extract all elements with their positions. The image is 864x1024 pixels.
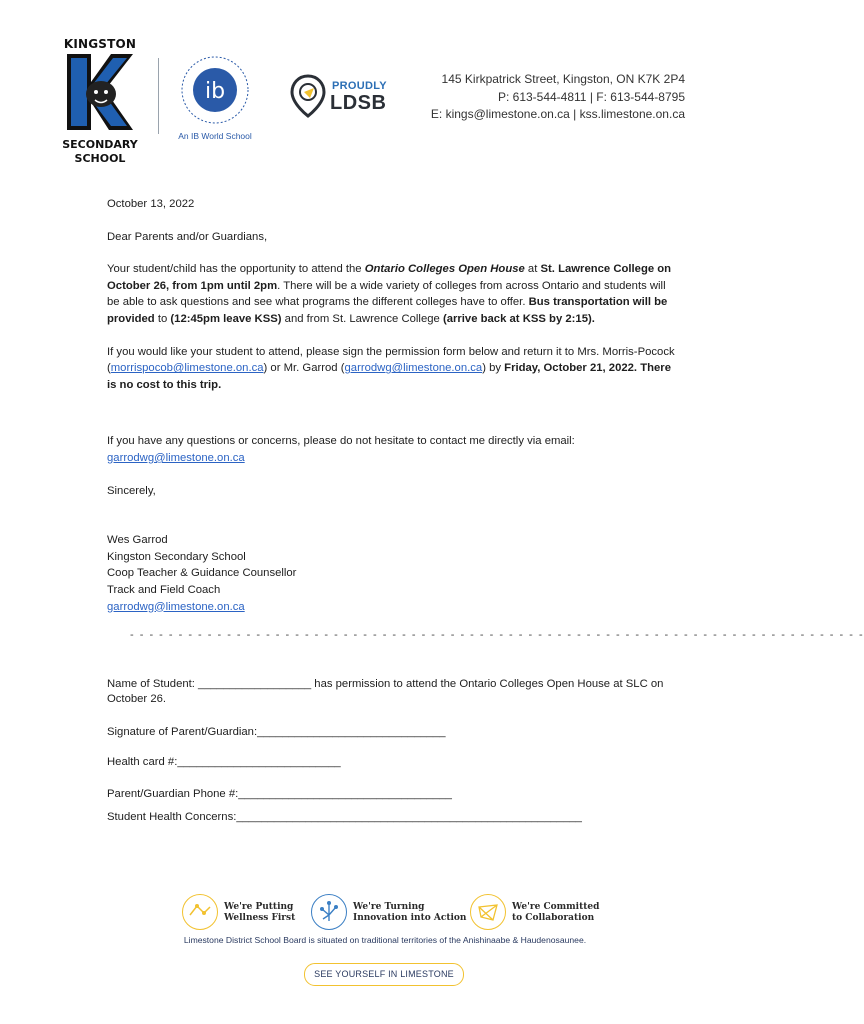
- header-divider: [158, 58, 159, 134]
- arrive-time: (arrive back at KSS by 2:15).: [442, 312, 595, 325]
- contact-email-line: [431, 106, 685, 124]
- leave-time: (12:45pm leave KSS): [170, 312, 282, 325]
- see-yourself-button[interactable]: SEE YOURSELF IN LIMESTONE: [304, 963, 464, 986]
- letter-body: [107, 196, 677, 615]
- letter-salutation: Dear Parents and/or Guardians,: [107, 230, 268, 243]
- proudly-ldsb-logo: [290, 74, 400, 120]
- contact-email: E: kings@limestone.on.ca |: [430, 107, 580, 121]
- parent-signature-field[interactable]: Signature of Parent/Guardian:______________________________: [107, 726, 446, 738]
- signature-title: Coop Teacher & Guidance Counsellor: [107, 567, 297, 580]
- ib-icon: [179, 54, 251, 126]
- student-name-row: Name of Student: __________________ has permission to attend the Ontario Colleges Open House at SLC on: [107, 678, 664, 690]
- email-link-morris-pocock[interactable]: morrispocob@limestone.on.ca: [110, 362, 264, 375]
- svg-text:ib: ib: [204, 79, 226, 104]
- letter-closing: Sincerely,: [107, 484, 156, 497]
- event-name: Ontario Colleges Open House: [364, 263, 525, 276]
- ib-world-school-logo: [170, 54, 260, 144]
- event-location-date: St. Lawrence College on October 26, from 1pm until 2pm: [107, 263, 672, 292]
- land-acknowledgement: Limestone District School Board is situated on traditional territories of the Anishinaabe & Haudenosaunee.: [183, 935, 587, 945]
- contact-phone: P: 613-544-4811 | F: 613-544-8795: [497, 89, 685, 104]
- kingston-secondary-logo: [62, 37, 138, 165]
- logo-bottom-text-1: SECONDARY: [62, 138, 138, 151]
- paragraph-questions: If you have any questions or concerns, please do not hesitate to contact me directly via email:: [107, 435, 575, 448]
- signature-school: Kingston Secondary School: [107, 550, 246, 563]
- parent-phone-field[interactable]: Parent/Guardian Phone #:__________________________________: [107, 788, 452, 800]
- wellness-icon: [182, 894, 218, 930]
- ldsb-proudly-text: PROUDLY: [332, 80, 387, 92]
- innovation-icon: [311, 894, 347, 930]
- paragraph-permission: If you would like your student to attend, please sign the permission form below and return it to Mrs. Morris-Pocock (morrispocob@limestone.on.ca) or Mr. Garrod (garrodwg@limestone.on.ca) by Friday, October 21, 2022. There is no cost to this trip.: [107, 345, 675, 391]
- student-name-field[interactable]: Name of Student: __________________: [107, 678, 312, 690]
- k-mascot-icon: [65, 52, 135, 132]
- ldsb-name-text: LDSB: [330, 92, 387, 114]
- logo-bottom-text-2: SCHOOL: [74, 152, 126, 165]
- cut-line: - - - - - - - - - - - - - - - - - - - - - - - - - - - - - - - - - - - - - - - - - - - - - - - - - - - - - - - - - - - - - - - - - - - - - - - - - - - -: [130, 629, 864, 641]
- school-contact-block: [431, 71, 685, 124]
- health-concerns-field[interactable]: Student Health Concerns:_______________________________________________________: [107, 811, 582, 823]
- health-card-field[interactable]: Health card #:__________________________: [107, 756, 341, 768]
- location-pin-icon: [290, 74, 326, 118]
- signature-email-link[interactable]: garrodwg@limestone.on.ca: [107, 600, 245, 613]
- paragraph-opportunity: Your student/child has the opportunity to attend the Ontario Colleges Open House at St. Lawrence College on October 26, from 1pm until 2pm. There will be a wide variety of colleges from across Ontario and students will be able to ask questions and see what programs the different colleges have to offer. Bus transportation will be provided to (12:45pm leave KSS) and from St. Lawrence College (arrive back at KSS by 2:15).: [107, 263, 672, 325]
- letter-date: October 13, 2022: [107, 198, 195, 210]
- bus-transportation: Bus transportation will be provided: [107, 296, 668, 325]
- email-link-questions[interactable]: garrodwg@limestone.on.ca: [107, 451, 245, 464]
- email-link-garrod[interactable]: garrodwg@limestone.on.ca: [344, 362, 483, 375]
- collaboration-icon: [470, 894, 506, 930]
- signature-name: Wes Garrod: [107, 534, 168, 547]
- deadline: Friday, October 21, 2022. There is no cost to this trip.: [107, 362, 671, 391]
- student-date-line: October 26.: [107, 693, 167, 705]
- logo-top-text: KINGSTON: [63, 37, 137, 51]
- ib-caption: An IB World School: [178, 131, 252, 141]
- contact-address: 145 Kirkpatrick Street, Kingston, ON K7K 2P4: [441, 72, 685, 86]
- contact-website[interactable]: kss.limestone.on.ca: [579, 107, 685, 121]
- signature-role: Track and Field Coach: [107, 583, 221, 596]
